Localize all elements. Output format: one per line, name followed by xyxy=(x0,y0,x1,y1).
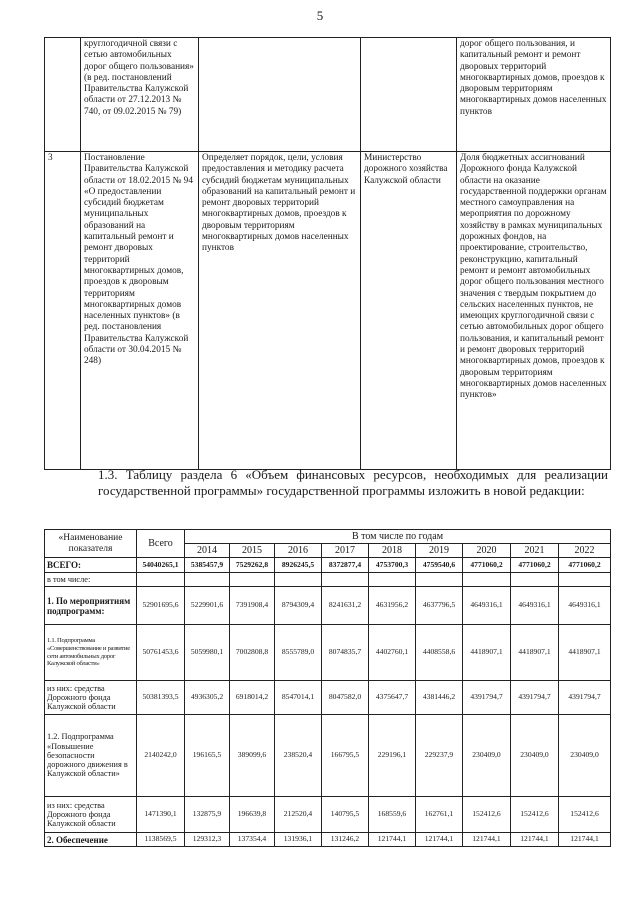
year-value: 4771060,2 xyxy=(463,558,511,573)
row-total: 54040265,1 xyxy=(137,558,185,573)
year-value xyxy=(185,573,230,587)
year-value: 152412,6 xyxy=(511,797,559,833)
year-value: 4375647,7 xyxy=(369,681,416,715)
year-value: 389099,6 xyxy=(230,715,275,797)
year-value: 8074835,7 xyxy=(322,625,369,681)
year-value: 4418907,1 xyxy=(511,625,559,681)
year-value: 4381446,2 xyxy=(416,681,463,715)
year-header: 2019 xyxy=(416,544,463,558)
table-row xyxy=(45,797,611,833)
year-value xyxy=(511,573,559,587)
year-value: 166795,5 xyxy=(322,715,369,797)
year-value: 4637796,5 xyxy=(416,587,463,625)
year-value: 137354,4 xyxy=(230,833,275,847)
paragraph-text: 1.3. Таблицу раздела 6 «Объем финансовых ресурсов, необходимых для реализации государственной программы» государственной программы изложить в новой редакции: xyxy=(98,467,608,498)
year-value: 8547014,1 xyxy=(275,681,322,715)
year-value xyxy=(230,573,275,587)
row-total: 50381393,5 xyxy=(137,681,185,715)
amendment-paragraph xyxy=(60,467,608,498)
row-label: в том числе: xyxy=(45,573,137,587)
year-value: 4402760,1 xyxy=(369,625,416,681)
year-value: 4649316,1 xyxy=(463,587,511,625)
year-value: 121744,1 xyxy=(511,833,559,847)
table-row-total xyxy=(45,558,611,573)
row-label: 2. Обеспечение xyxy=(45,833,137,847)
table-row xyxy=(45,38,611,152)
year-header: 2015 xyxy=(230,544,275,558)
year-value: 229237,9 xyxy=(416,715,463,797)
row-total: 52901695,6 xyxy=(137,587,185,625)
row-label: 1. По мероприятиям подпрограмм: xyxy=(45,587,137,625)
year-value: 121744,1 xyxy=(463,833,511,847)
row-total: 50761453,6 xyxy=(137,625,185,681)
year-value: 162761,1 xyxy=(416,797,463,833)
year-value: 7391908,4 xyxy=(230,587,275,625)
table-row xyxy=(45,833,611,847)
year-value: 4418907,1 xyxy=(463,625,511,681)
year-value: 5059980,1 xyxy=(185,625,230,681)
year-value: 4771060,2 xyxy=(511,558,559,573)
year-value: 229196,1 xyxy=(369,715,416,797)
table-row xyxy=(45,625,611,681)
year-value: 132875,9 xyxy=(185,797,230,833)
year-header: 2022 xyxy=(559,544,611,558)
year-value: 121744,1 xyxy=(416,833,463,847)
year-value: 196639,8 xyxy=(230,797,275,833)
year-value: 152412,6 xyxy=(559,797,611,833)
year-value: 230409,0 xyxy=(463,715,511,797)
year-value: 4391794,7 xyxy=(463,681,511,715)
row-total xyxy=(137,573,185,587)
year-value: 230409,0 xyxy=(511,715,559,797)
year-value: 4408558,6 xyxy=(416,625,463,681)
year-value: 5229901,6 xyxy=(185,587,230,625)
year-value: 8794309,4 xyxy=(275,587,322,625)
year-value: 4753700,3 xyxy=(369,558,416,573)
year-value: 8241631,2 xyxy=(322,587,369,625)
year-value: 196165,5 xyxy=(185,715,230,797)
year-value: 168559,6 xyxy=(369,797,416,833)
year-value: 4649316,1 xyxy=(511,587,559,625)
year-value: 4631956,2 xyxy=(369,587,416,625)
row-label: из них: средства Дорожного фонда Калужской области xyxy=(45,681,137,715)
year-value xyxy=(369,573,416,587)
indicator-cell: дорог общего пользования, и капитальный ремонт и ремонт дворовых территорий многоквартирных домов, проездов к дворовым территориям многоквартирных домов населенных пунктов xyxy=(457,38,611,152)
document-cell: Постановление Правительства Калужской области от 18.02.2015 № 94 «О предоставлении субсидий бюджетам муниципальных образований на капитальный ремонт и ремонт дворовых территорий многоквартирных домов, проездов к дворовым территориям многоквартирных домов населенных пунктов» (в ред. постановления Правительства Калужской области от 30.04.2015 № 248) xyxy=(81,152,199,470)
year-header: 2016 xyxy=(275,544,322,558)
year-value xyxy=(416,573,463,587)
purpose-cell: Определяет порядок, цели, условия предоставления и методику расчета субсидий бюджетам муниципальных образований на капитальный ремонт и ремонт дворовых территорий многоквартирных домов, проездов к дворовым территориям многоквартирных домов населенных пунктов xyxy=(199,152,361,470)
year-value: 230409,0 xyxy=(559,715,611,797)
year-value: 121744,1 xyxy=(369,833,416,847)
year-value: 212520,4 xyxy=(275,797,322,833)
column-header-years-caption: В том числе по годам xyxy=(185,530,611,544)
year-value: 140795,5 xyxy=(322,797,369,833)
year-value: 131936,1 xyxy=(275,833,322,847)
year-value: 8555789,0 xyxy=(275,625,322,681)
row-label: ВСЕГО: xyxy=(45,558,137,573)
table-row xyxy=(45,715,611,797)
year-value: 131246,2 xyxy=(322,833,369,847)
year-value xyxy=(275,573,322,587)
row-number: 3 xyxy=(45,152,81,470)
table-row xyxy=(45,152,611,470)
year-value: 7529262,8 xyxy=(230,558,275,573)
year-value: 4771060,2 xyxy=(559,558,611,573)
year-value: 4418907,1 xyxy=(559,625,611,681)
page-number: 5 xyxy=(316,8,324,23)
year-value: 4391794,7 xyxy=(559,681,611,715)
year-value: 238520,4 xyxy=(275,715,322,797)
row-label: 1.2. Подпрограмма «Повышение безопасности дорожного движения в Калужской области» xyxy=(45,715,137,797)
row-total: 1138569,5 xyxy=(137,833,185,847)
executor-cell: Министерство дорожного хозяйства Калужской области xyxy=(361,152,457,470)
year-value: 8047582,0 xyxy=(322,681,369,715)
document-cell: круглогодичной связи с сетью автомобильных дорог общего пользования» (в ред. постановлений Правительства Калужской области от 27.12.2013 № 740, от 09.02.2015 № 79) xyxy=(81,38,199,152)
year-value xyxy=(322,573,369,587)
column-header-total: Всего xyxy=(137,530,185,558)
year-value: 5385457,9 xyxy=(185,558,230,573)
year-value: 4936305,2 xyxy=(185,681,230,715)
year-header: 2020 xyxy=(463,544,511,558)
year-header: 2021 xyxy=(511,544,559,558)
legal-acts-table xyxy=(44,37,611,470)
year-value xyxy=(463,573,511,587)
year-value: 152412,6 xyxy=(463,797,511,833)
column-header-name: «Наименование показателя xyxy=(45,530,137,558)
executor-cell xyxy=(361,38,457,152)
year-value: 8372877,4 xyxy=(322,558,369,573)
header-row xyxy=(45,530,611,544)
financing-table xyxy=(44,529,611,847)
row-number xyxy=(45,38,81,152)
year-value xyxy=(559,573,611,587)
year-header: 2017 xyxy=(322,544,369,558)
year-value: 121744,1 xyxy=(559,833,611,847)
table-row xyxy=(45,573,611,587)
table-row xyxy=(45,681,611,715)
table-row xyxy=(45,587,611,625)
year-value: 4649316,1 xyxy=(559,587,611,625)
year-header: 2018 xyxy=(369,544,416,558)
row-total: 1471390,1 xyxy=(137,797,185,833)
year-value: 8926245,5 xyxy=(275,558,322,573)
year-value: 4391794,7 xyxy=(511,681,559,715)
year-value: 6918014,2 xyxy=(230,681,275,715)
row-total: 2140242,0 xyxy=(137,715,185,797)
row-label: из них: средства Дорожного фонда Калужской области xyxy=(45,797,137,833)
indicator-cell: Доля бюджетных ассигнований Дорожного фонда Калужской области на оказание государственной поддержки органам местного самоуправления на мероприятия по дорожному хозяйству в рамках муниципальных дорожных фондов, на проектирование, строительство, реконструкцию, капитальный ремонт и ремонт автомобильных дорог общего пользования местного значения с твердым покрытием до сельских населенных пунктов, не имеющих круглогодичной связи с сетью автомобильных дорог общего пользования, и капитальный ремонт и ремонт дворовых территорий многоквартирных домов, проездов к дворовым территориям многоквартирных домов населенных пунктов» xyxy=(457,152,611,470)
year-header: 2014 xyxy=(185,544,230,558)
year-value: 4759540,6 xyxy=(416,558,463,573)
purpose-cell xyxy=(199,38,361,152)
row-label: 1.1. Подпрограмма «Совершенствование и развитие сети автомобильных дорог Калужской области» xyxy=(45,625,137,681)
year-value: 129312,3 xyxy=(185,833,230,847)
year-value: 7002808,8 xyxy=(230,625,275,681)
